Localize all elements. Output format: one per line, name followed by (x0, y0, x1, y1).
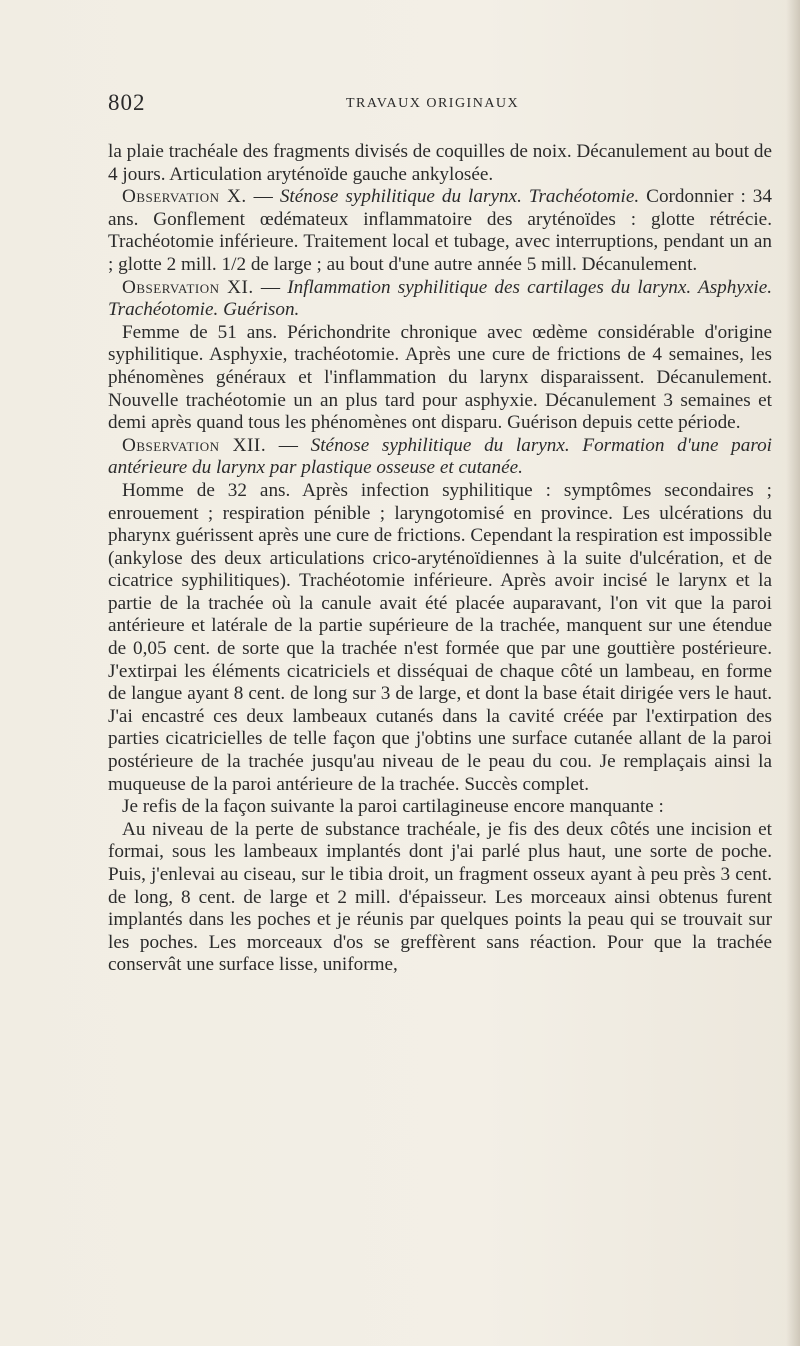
running-title: TRAVAUX ORIGINAUX (346, 96, 520, 111)
observation-xi: Observation XI. — Inflammation syphilitique des cartilages du larynx. Asphyxie. Trachéotomie. Guérison. (108, 276, 773, 321)
observation-xii: Observation XII. — Sténose syphilitique du larynx. Formation d'une paroi antérieure du larynx par plastique osseuse et cutanée. (108, 434, 773, 479)
observation-title: Inflammation syphilitique des cartilages du larynx. Asphyxie. Trachéotomie. Guérison. (108, 276, 773, 321)
paragraph-procedure: Au niveau de la perte de substance trachéale, je fis des deux côtés une incision et formai, sous les lambeaux implantés dont j'ai parlé plus haut, une sorte de poche. Puis, j'enlevai au ciseau, sur le tibia droit, un fragment osseux ayant à peu près 3 cent. de long, 8 cent. de large et 2 mill. d'épaisseur. Les morceaux ainsi obtenus furent implantés dans les poches et je réunis par quelques points la peau qui se trouvait sur les poches. Les morceaux d'os se greffèrent sans réaction. Pour que la trachée conservât une surface lisse, uniforme, (108, 818, 772, 976)
page-header (108, 90, 768, 124)
observation-label: Observation X. (122, 186, 247, 208)
observation-title: Sténose syphilitique du larynx. Trachéotomie. (279, 186, 640, 208)
observation-label: Observation XI. (122, 276, 254, 298)
body-text (108, 141, 772, 977)
observation-title: Sténose syphilitique du larynx. Formation d'une paroi antérieure du larynx par plastique osseuse et cutanée. (108, 434, 773, 479)
page-number: 802 (108, 90, 146, 115)
page-edge-shadow (786, 0, 800, 1346)
observation-xi-body: Femme de 51 ans. Périchondrite chronique avec œdème considérable d'origine syphilitique. Asphyxie, trachéotomie. Après une cure de frictions de 4 semaines, les phénomènes généraux et l'inflammation du larynx disparaissent. Décanulement. Nouvelle trachéotomie un an plus tard pour asphyxie. Décanulement 3 semaines et demi après quand tous les phénomènes ont disparu. Guérison depuis cette période. (108, 321, 772, 434)
observation-x: Observation X. — Sténose syphilitique du larynx. Trachéotomie. Cordonnier : 34 ans. Gonflement œdémateux inflammatoire des aryténoïdes : glotte rétrécie. Trachéotomie inférieure. Traitement local et tubage, avec interruptions, pendant un an ; glotte 2 mill. 1/2 de large ; au bout d'une autre année 5 mill. Décanulement. (108, 186, 772, 275)
observation-xii-body: Homme de 32 ans. Après infection syphilitique : symptômes secondaires ; enrouement ; respiration pénible ; laryngotomisé en province. Les ulcérations du pharynx guérissent après une cure de frictions. Cependant la respiration est impossible (ankylose des deux articulations crico-aryténoïdiennes à la suite d'ulcération, et de cicatrice syphilitiques). Trachéotomie inférieure. Après avoir incisé le larynx et la partie de la trachée où la canule avait été placée auparavant, l'on vit que la paroi antérieure et latérale de la partie supérieure de la trachée, manquent sur une étendue de 0,05 cent. de sorte que la trachée n'est formée que par une gouttière postérieure. J'extirpai les éléments cicatriciels et disséquai de chaque côté un lambeau, en forme de langue ayant 8 cent. de long sur 3 de large, et dont la base était dirigée vers le haut. J'ai encastré ces deux lambeaux cutanés dans la cavité créée par l'extirpation des parties cicatricielles de telle façon que j'obtins une surface cutanée allant de la paroi postérieure de la trachée jusqu'au niveau de le peau du cou. Je remplaçais ainsi la muqueuse de la paroi antérieure de la trachée. Succès complet. (108, 479, 772, 795)
paragraph-continuation: la plaie trachéale des fragments divisés de coquilles de noix. Décanulement au bout de 4 jours. Articulation aryténoïde gauche ankylosée. (108, 141, 772, 185)
observation-label: Observation XII. (122, 434, 267, 456)
paragraph-method: Je refis de la façon suivante la paroi cartilagineuse encore manquante : (122, 796, 664, 818)
